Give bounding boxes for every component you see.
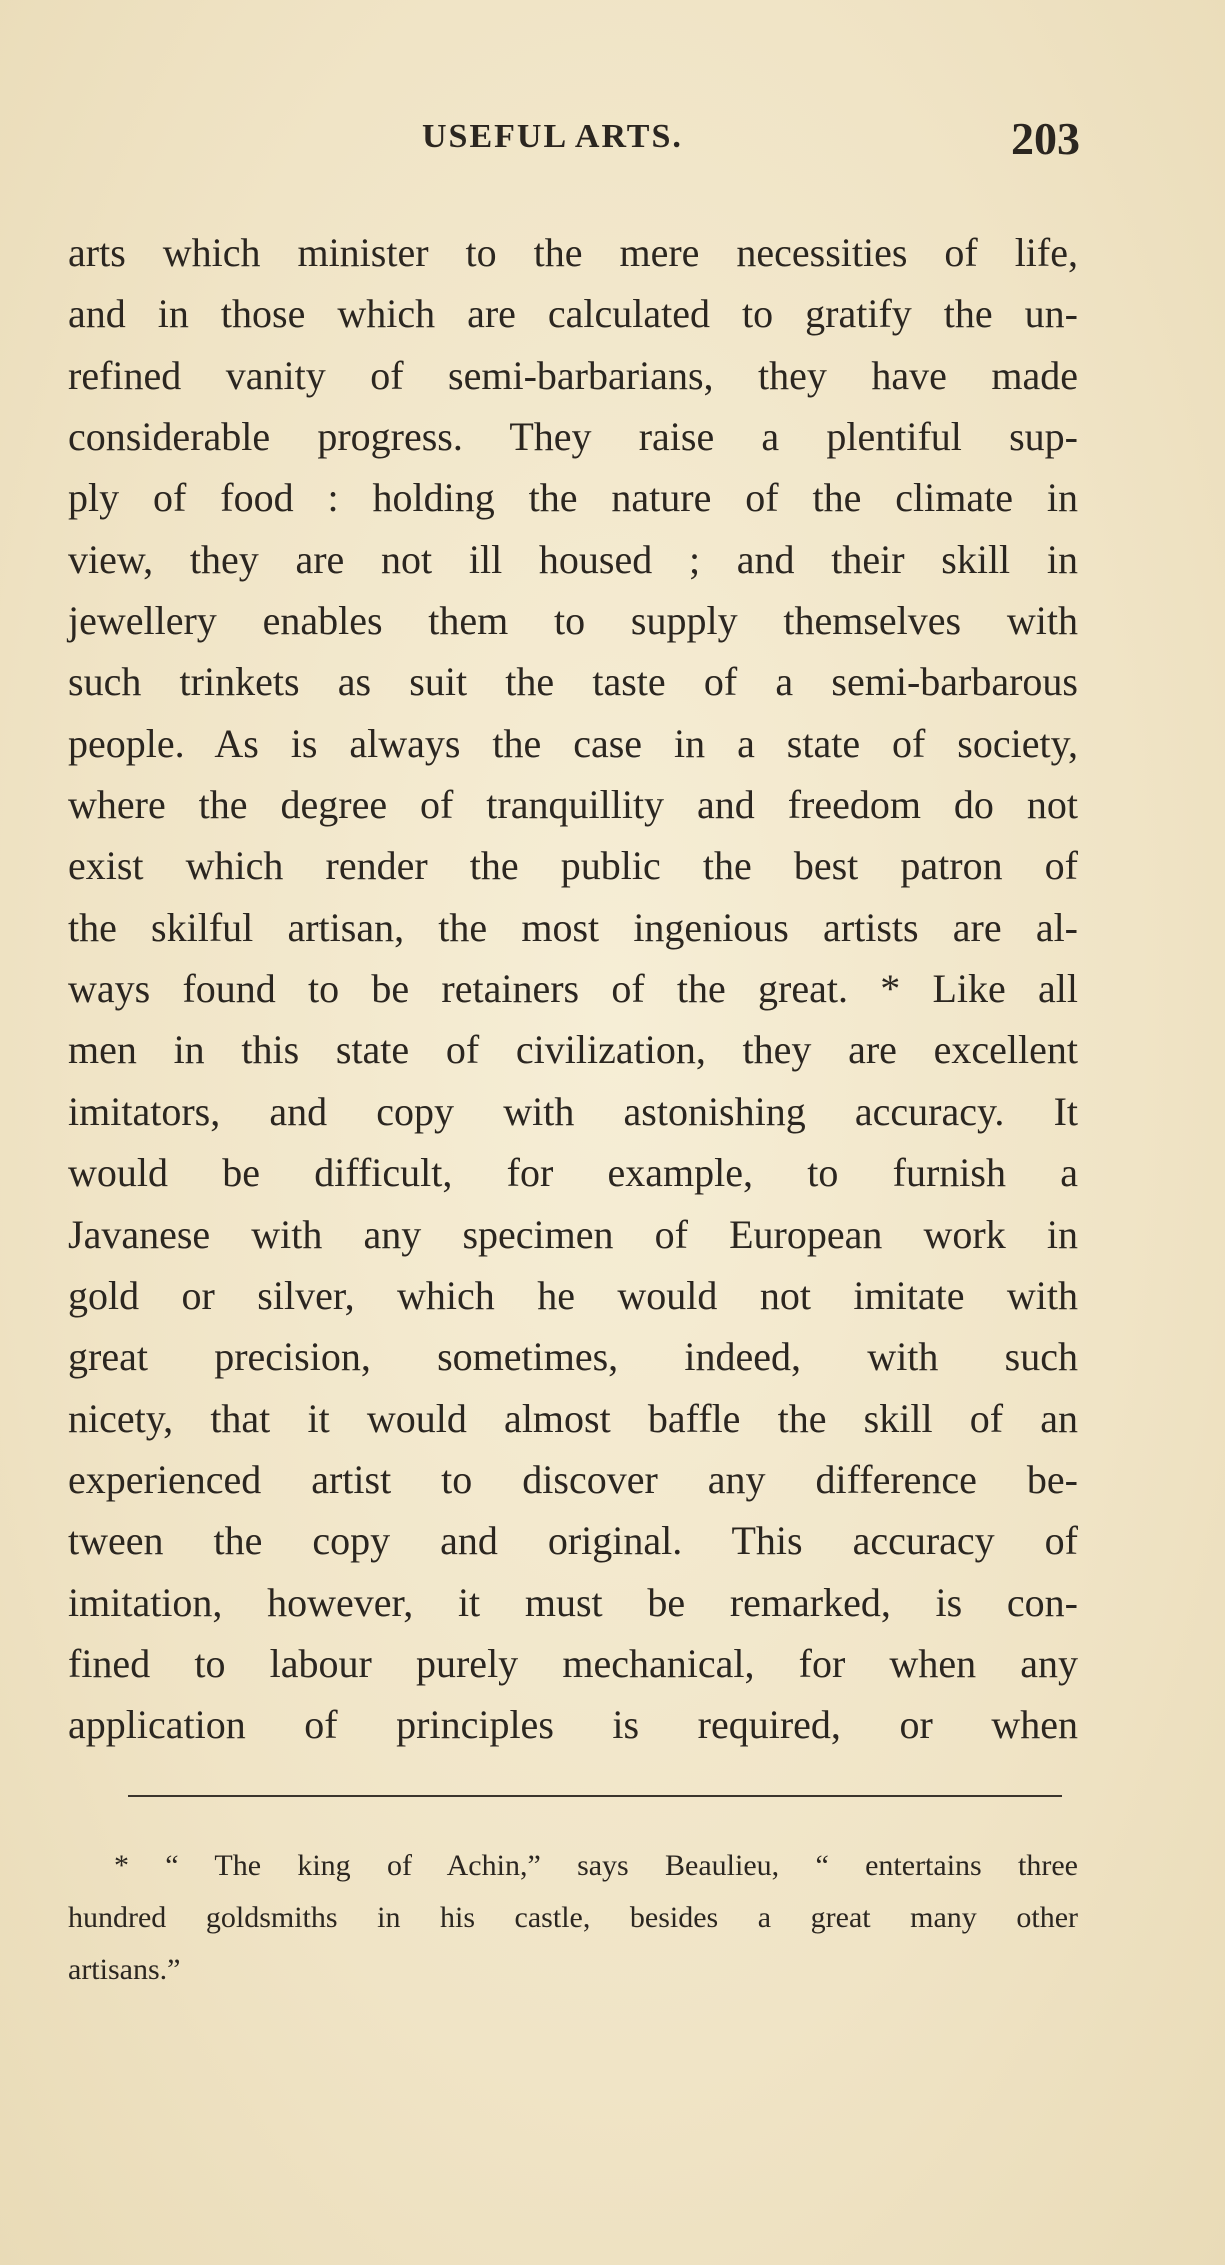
text-line: would be difficult, for example, to furnish a (68, 1150, 1078, 1196)
page-number: 203 (1011, 113, 1080, 164)
text-line: imitators, and copy with astonishing accuracy. It (68, 1088, 1078, 1134)
text-line: gold or silver, which he would not imitate with (68, 1272, 1078, 1318)
text-line: and in those which are calculated to gratify the un- (68, 291, 1078, 337)
text-line: fined to labour purely mechanical, for when any (68, 1640, 1078, 1686)
body-text (68, 222, 1078, 1756)
text-line: refined vanity of semi-barbarians, they have made (68, 352, 1078, 398)
text-line: exist which render the public the best patron of (68, 843, 1078, 889)
text-line: great precision, sometimes, indeed, with such (68, 1334, 1078, 1380)
text-line: people. As is always the case in a state of society, (68, 720, 1078, 766)
text-line: where the degree of tranquillity and freedom do not (68, 782, 1078, 828)
text-line: tween the copy and original. This accuracy of (68, 1518, 1078, 1564)
text-line: nicety, that it would almost baffle the skill of an (68, 1395, 1078, 1441)
running-title: USEFUL ARTS. (422, 118, 683, 155)
text-line: ply of food : holding the nature of the climate in (68, 475, 1078, 521)
footnote (68, 1840, 1078, 1996)
text-line: ways found to be retainers of the great. * Like all (68, 966, 1078, 1012)
footnote-divider (128, 1795, 1062, 1797)
text-line: considerable progress. They raise a plentiful sup- (68, 414, 1078, 460)
text-line: the skilful artisan, the most ingenious artists are al- (68, 904, 1078, 950)
footnote-line: * “ The king of Achin,” says Beaulieu, “ entertains three (114, 1849, 1078, 1882)
text-line: jewellery enables them to supply themselves with (68, 598, 1078, 644)
text-line: view, they are not ill housed ; and their skill in (68, 536, 1078, 582)
running-head (70, 113, 1080, 168)
text-line: application of principles is required, or when (68, 1702, 1078, 1748)
text-line: Javanese with any specimen of European work in (68, 1211, 1078, 1257)
text-line: men in this state of civilization, they are excellent (68, 1027, 1078, 1073)
footnote-line: hundred goldsmiths in his castle, besides a great many other (68, 1901, 1078, 1934)
text-line: imitation, however, it must be remarked, is con- (68, 1579, 1078, 1625)
footnote-line: artisans.” (68, 1953, 181, 1986)
text-line: such trinkets as suit the taste of a semi-barbarous (68, 659, 1078, 705)
text-line: experienced artist to discover any difference be- (68, 1456, 1078, 1502)
text-line: arts which minister to the mere necessities of life, (68, 230, 1078, 275)
